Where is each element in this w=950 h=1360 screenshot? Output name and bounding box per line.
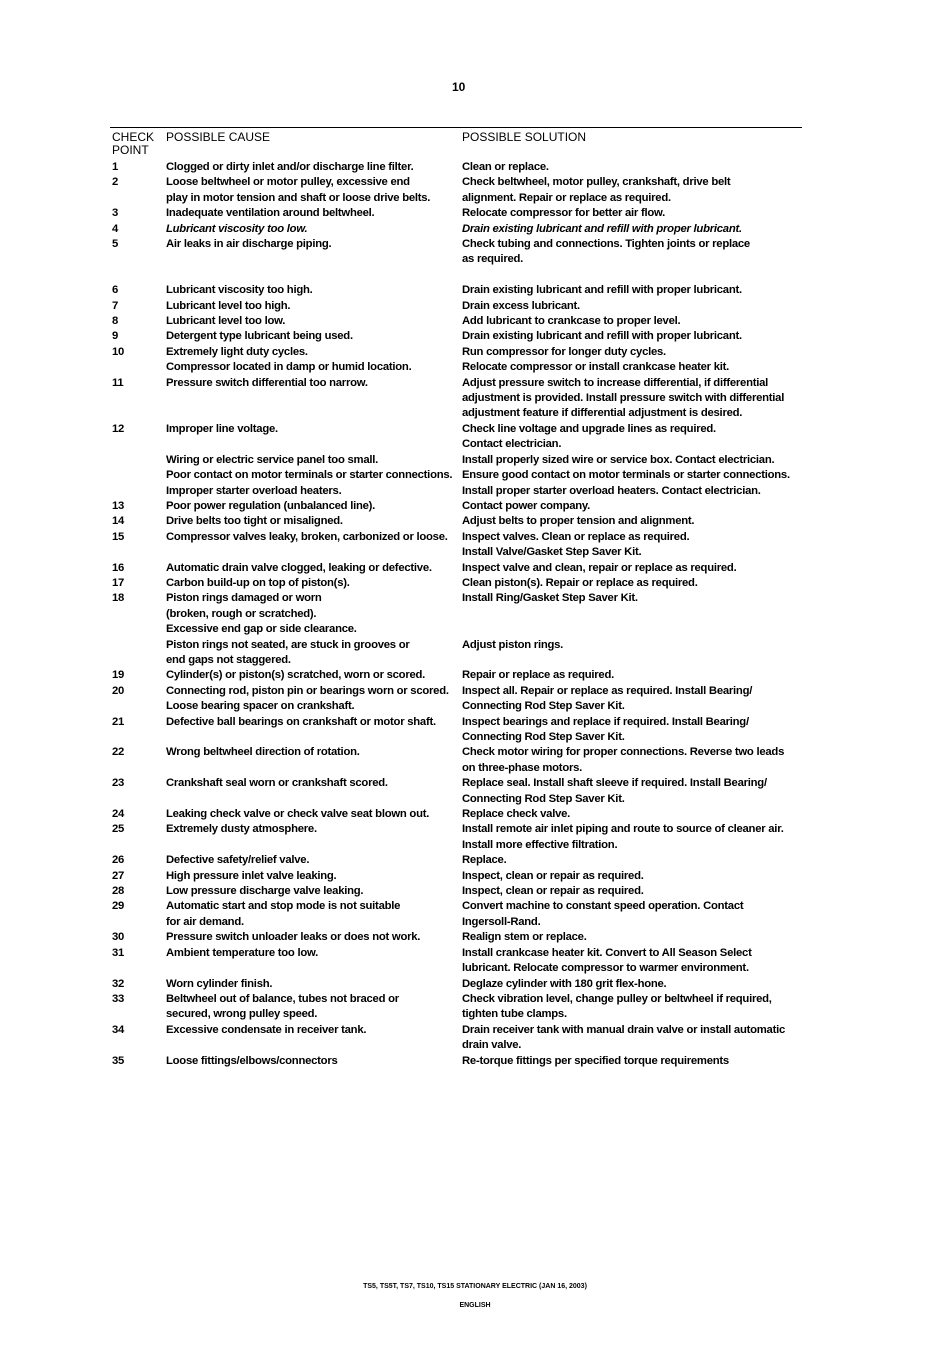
possible-solution: [462, 1023, 802, 1054]
possible-solution: [462, 822, 802, 853]
table-row: [112, 684, 802, 715]
possible-cause: [166, 1054, 462, 1069]
table-row: [112, 977, 802, 992]
table-row: [112, 576, 802, 591]
text-line: play in motor tension and shaft or loose drive belts.: [166, 191, 431, 204]
text-line: Loose beltwheel or motor pulley, excessive end: [166, 176, 410, 189]
possible-solution: [462, 453, 802, 499]
text-line: Automatic drain valve clogged, leaking or defective.: [166, 561, 432, 574]
check-point-number: 32: [112, 977, 125, 990]
check-point-number: 21: [112, 715, 125, 728]
check-point-number: 27: [112, 869, 125, 882]
text-line: Defective safety/relief valve.: [166, 854, 310, 867]
text-line: [462, 607, 802, 622]
text-line: Poor power regulation (unbalanced line).: [166, 499, 376, 512]
text-line: Replace check valve.: [462, 808, 571, 821]
text-line: Improper starter overload heaters.: [166, 484, 342, 497]
possible-solution: [462, 638, 802, 669]
possible-cause: [166, 591, 462, 637]
table-row: [112, 899, 802, 930]
possible-cause: [166, 946, 462, 977]
table-row: [112, 884, 802, 899]
check-point-number: 23: [112, 777, 125, 790]
text-line: Connecting Rod Step Saver Kit.: [462, 731, 625, 744]
check-point-number: 10: [112, 345, 125, 358]
text-line: Excessive condensate in receiver tank.: [166, 1023, 367, 1036]
possible-cause: [166, 329, 462, 344]
possible-solution: [462, 869, 802, 884]
check-point-number: 14: [112, 515, 125, 528]
table-row: [112, 222, 802, 237]
check-point-number: 33: [112, 992, 125, 1005]
possible-cause: [166, 206, 462, 221]
text-line: Adjust piston rings.: [462, 638, 564, 651]
possible-cause: [166, 638, 462, 669]
possible-cause: [166, 422, 462, 453]
troubleshooting-table: [112, 160, 802, 1069]
possible-solution: [462, 930, 802, 945]
possible-solution: [462, 684, 802, 715]
possible-cause: [166, 869, 462, 884]
possible-solution: [462, 345, 802, 376]
text-line: Excessive end gap or side clearance.: [166, 623, 357, 636]
text-line: High pressure inlet valve leaking.: [166, 869, 337, 882]
possible-solution: [462, 206, 802, 221]
possible-cause: [166, 930, 462, 945]
text-line: end gaps not staggered.: [166, 653, 291, 666]
table-row: [112, 206, 802, 221]
header-check-point: CHECK POINT: [112, 130, 155, 157]
text-line: Compressor valves leaky, broken, carbonized or loose.: [166, 530, 448, 543]
possible-solution: [462, 1054, 802, 1069]
possible-solution: [462, 175, 802, 206]
check-point-number: 22: [112, 746, 125, 759]
possible-solution: [462, 576, 802, 591]
text-line: adjustment feature if differential adjustment is desired.: [462, 407, 743, 420]
possible-cause: [166, 807, 462, 822]
text-line: Cylinder(s) or piston(s) scratched, worn or scored.: [166, 669, 426, 682]
text-line: Run compressor for longer duty cycles.: [462, 345, 666, 358]
header-possible-solution: POSSIBLE SOLUTION: [462, 130, 587, 144]
footer-language: ENGLISH: [459, 1302, 491, 1309]
table-row: [112, 299, 802, 314]
check-point-number: 19: [112, 669, 125, 682]
text-line: Loose bearing spacer on crankshaft.: [166, 700, 355, 713]
possible-solution: [462, 899, 802, 930]
possible-cause: [166, 684, 462, 715]
possible-solution: [462, 329, 802, 344]
text-line: lubricant. Relocate compressor to warmer environment.: [462, 962, 749, 975]
table-row: [112, 638, 802, 669]
text-line: Compressor located in damp or humid location.: [166, 361, 412, 374]
check-point-number: 7: [112, 299, 119, 312]
check-point-number: [112, 638, 166, 669]
text-line: tighten tube clamps.: [462, 1008, 567, 1021]
table-row: [112, 1023, 802, 1054]
check-point-number: 15: [112, 530, 125, 543]
text-line: Clean piston(s). Repair or replace as required.: [462, 576, 698, 589]
possible-solution: [462, 946, 802, 977]
check-point-number: 34: [112, 1023, 125, 1036]
check-point-number: 20: [112, 684, 125, 697]
text-line: Ingersoll-Rand.: [462, 915, 541, 928]
possible-cause: [166, 745, 462, 776]
text-line: (broken, rough or scratched).: [166, 607, 317, 620]
table-row: [112, 822, 802, 853]
text-line: Add lubricant to crankcase to proper level.: [462, 315, 681, 328]
text-line: Clogged or dirty inlet and/or discharge line filter.: [166, 161, 414, 173]
check-point-number: 5: [112, 238, 119, 251]
check-point-number: 18: [112, 592, 125, 605]
text-line: Drain existing lubricant and refill with proper lubricant.: [462, 222, 742, 235]
text-line: Check motor wiring for proper connections. Reverse two leads: [462, 746, 785, 759]
check-point-number: 13: [112, 499, 125, 512]
text-line: Realign stem or replace.: [462, 931, 587, 944]
check-point-number: 35: [112, 1054, 125, 1067]
text-line: Connecting Rod Step Saver Kit.: [462, 700, 625, 713]
text-line: Detergent type lubricant being used.: [166, 330, 353, 343]
table-row: [112, 314, 802, 329]
text-line: as required.: [462, 253, 524, 266]
possible-solution: [462, 992, 802, 1023]
possible-solution: [462, 561, 802, 576]
possible-cause: [166, 222, 462, 237]
check-point-number: 25: [112, 823, 125, 836]
text-line: Install properly sized wire or service box. Contact electrician.: [462, 453, 775, 466]
text-line: Lubricant level too high.: [166, 299, 291, 312]
check-point-number: 30: [112, 931, 125, 944]
possible-cause: [166, 175, 462, 206]
check-point-number: 9: [112, 330, 119, 343]
check-point-number: 24: [112, 808, 125, 821]
table-row: [112, 376, 802, 422]
text-line: Adjust belts to proper tension and alignment.: [462, 515, 695, 528]
text-line: alignment. Repair or replace as required.: [462, 191, 671, 204]
text-line: Pressure switch differential too narrow.: [166, 376, 368, 389]
possible-cause: [166, 299, 462, 314]
table-row: [112, 561, 802, 576]
check-point-number: 12: [112, 422, 125, 435]
possible-solution: [462, 591, 802, 637]
table-row: [112, 422, 802, 453]
possible-cause: [166, 453, 462, 499]
possible-solution: [462, 237, 802, 268]
text-line: Carbon build-up on top of piston(s).: [166, 576, 350, 589]
text-line: Repair or replace as required.: [462, 669, 614, 682]
possible-cause: [166, 376, 462, 422]
table-row: [112, 329, 802, 344]
possible-cause: [166, 715, 462, 746]
check-point-number: 1: [112, 161, 119, 173]
possible-cause: [166, 576, 462, 591]
text-line: Connecting rod, piston pin or bearings worn or scored.: [166, 684, 449, 697]
text-line: Extremely dusty atmosphere.: [166, 823, 317, 836]
possible-cause: [166, 992, 462, 1023]
text-line: Relocate compressor for better air flow.: [462, 207, 666, 220]
check-point-number: 2: [112, 176, 119, 189]
possible-solution: [462, 668, 802, 683]
table-row: [112, 453, 802, 499]
possible-cause: [166, 283, 462, 298]
text-line: Install more effective filtration.: [462, 838, 618, 851]
text-line: Relocate compressor or install crankcase heater kit.: [462, 361, 730, 374]
text-line: Air leaks in air discharge piping.: [166, 238, 332, 251]
possible-cause: [166, 776, 462, 807]
text-line: Extremely light duty cycles.: [166, 345, 308, 358]
footer-model-line: TS5, TS5T, TS7, TS10, TS15 STATIONARY ELECTRIC (JAN 16, 2003): [363, 1283, 587, 1290]
table-row: [112, 345, 802, 376]
text-line: Install Valve/Gasket Step Saver Kit.: [462, 546, 642, 559]
text-line: on three-phase motors.: [462, 761, 583, 774]
text-line: Install Ring/Gasket Step Saver Kit.: [462, 592, 638, 605]
check-point-number: 29: [112, 900, 125, 913]
check-point-number: 4: [112, 222, 119, 235]
table-row: [112, 591, 802, 637]
table-row: [112, 807, 802, 822]
text-line: Drain existing lubricant and refill with proper lubricant.: [462, 284, 742, 297]
text-line: Replace seal. Install shaft sleeve if required. Install Bearing/: [462, 777, 767, 790]
possible-cause: [166, 1023, 462, 1054]
text-line: Inspect all. Repair or replace as required. Install Bearing/: [462, 684, 753, 697]
text-line: Lubricant viscosity too low.: [166, 222, 308, 235]
possible-cause: [166, 668, 462, 683]
possible-cause: [166, 237, 462, 268]
text-line: Improper line voltage.: [166, 422, 278, 435]
possible-cause: [166, 160, 462, 175]
text-line: Inspect, clean or repair as required.: [462, 869, 644, 882]
header-rule: [110, 127, 802, 128]
check-point-number: 31: [112, 946, 125, 959]
table-row: [112, 237, 802, 268]
check-point-number: 6: [112, 284, 119, 297]
possible-cause: [166, 530, 462, 561]
table-row: [112, 668, 802, 683]
possible-cause: [166, 314, 462, 329]
text-line: Defective ball bearings on crankshaft or motor shaft.: [166, 715, 436, 728]
text-line: Contact electrician.: [462, 438, 562, 451]
text-line: Inspect, clean or repair as required.: [462, 885, 644, 898]
check-point-number: 26: [112, 854, 125, 867]
possible-cause: [166, 853, 462, 868]
text-line: drain valve.: [462, 1039, 522, 1052]
text-line: Drive belts too tight or misaligned.: [166, 515, 343, 528]
possible-solution: [462, 530, 802, 561]
possible-solution: [462, 499, 802, 514]
possible-cause: [166, 345, 462, 376]
table-row: [112, 514, 802, 529]
check-point-number: 17: [112, 576, 125, 589]
text-line: Inspect valves. Clean or replace as required.: [462, 530, 690, 543]
text-line: Automatic start and stop mode is not suitable: [166, 900, 401, 913]
possible-solution: [462, 514, 802, 529]
text-line: Check tubing and connections. Tighten joints or replace: [462, 238, 750, 251]
text-line: Deglaze cylinder with 180 grit flex-hone.: [462, 977, 667, 990]
table-row: [112, 853, 802, 868]
possible-solution: [462, 314, 802, 329]
text-line: Poor contact on motor terminals or starter connections.: [166, 469, 453, 482]
possible-solution: [462, 776, 802, 807]
row-spacer: [112, 268, 802, 283]
text-line: Low pressure discharge valve leaking.: [166, 885, 364, 898]
possible-cause: [166, 977, 462, 992]
table-row: [112, 946, 802, 977]
text-line: Drain receiver tank with manual drain valve or install automatic: [462, 1023, 786, 1036]
possible-solution: [462, 376, 802, 422]
header-possible-cause: POSSIBLE CAUSE: [166, 130, 271, 144]
table-row: [112, 1054, 802, 1069]
table-row: [112, 992, 802, 1023]
text-line: Inadequate ventilation around beltwheel.: [166, 207, 375, 220]
text-line: Inspect bearings and replace if required. Install Bearing/: [462, 715, 749, 728]
table-row: [112, 160, 802, 175]
table-row: [112, 776, 802, 807]
text-line: Loose fittings/elbows/connectors: [166, 1054, 338, 1067]
text-line: Re-torque fittings per specified torque requirements: [462, 1054, 729, 1067]
table-row: [112, 499, 802, 514]
table-row: [112, 530, 802, 561]
text-line: Convert machine to constant speed operation. Contact: [462, 900, 744, 913]
possible-cause: [166, 561, 462, 576]
possible-solution: [462, 283, 802, 298]
text-line: Inspect valve and clean, repair or replace as required.: [462, 561, 737, 574]
text-line: Drain existing lubricant and refill with proper lubricant.: [462, 330, 742, 343]
page-number: 10: [452, 80, 466, 94]
text-line: Ensure good contact on motor terminals or starter connections.: [462, 469, 790, 482]
text-line: Lubricant level too low.: [166, 315, 286, 328]
check-point-number: [112, 453, 166, 499]
possible-solution: [462, 715, 802, 746]
text-line: Lubricant viscosity too high.: [166, 284, 313, 297]
possible-solution: [462, 853, 802, 868]
text-line: Beltwheel out of balance, tubes not braced or: [166, 992, 399, 1005]
possible-cause: [166, 899, 462, 930]
text-line: Install proper starter overload heaters. Contact electrician.: [462, 484, 761, 497]
table-row: [112, 175, 802, 206]
text-line: Piston rings damaged or worn: [166, 592, 322, 605]
possible-solution: [462, 977, 802, 992]
check-point-number: 8: [112, 315, 119, 328]
check-point-number: 11: [112, 376, 124, 389]
check-point-number: 16: [112, 561, 125, 574]
text-line: Wrong beltwheel direction of rotation.: [166, 746, 360, 759]
text-line: Contact power company.: [462, 499, 590, 512]
text-line: [462, 622, 802, 637]
possible-solution: [462, 745, 802, 776]
text-line: Leaking check valve or check valve seat blown out.: [166, 808, 430, 821]
table-row: [112, 930, 802, 945]
check-point-number: 28: [112, 885, 125, 898]
check-point-number: 3: [112, 207, 119, 220]
possible-cause: [166, 884, 462, 899]
text-line: Replace.: [462, 854, 507, 867]
text-line: Ambient temperature too low.: [166, 946, 319, 959]
text-line: Wiring or electric service panel too small.: [166, 453, 379, 466]
text-line: Install remote air inlet piping and route to source of cleaner air.: [462, 823, 784, 836]
text-line: Check line voltage and upgrade lines as required.: [462, 422, 716, 435]
text-line: Clean or replace.: [462, 161, 549, 173]
text-line: adjustment is provided. Install pressure switch with differential: [462, 392, 785, 405]
text-line: Adjust pressure switch to increase differential, if differential: [462, 376, 769, 389]
text-line: Piston rings not seated, are stuck in grooves or: [166, 638, 410, 651]
text-line: Crankshaft seal worn or crankshaft scored.: [166, 777, 388, 790]
possible-solution: [462, 884, 802, 899]
text-line: Pressure switch unloader leaks or does not work.: [166, 931, 421, 944]
possible-solution: [462, 160, 802, 175]
possible-cause: [166, 499, 462, 514]
possible-solution: [462, 222, 802, 237]
possible-solution: [462, 807, 802, 822]
text-line: Worn cylinder finish.: [166, 977, 273, 990]
possible-solution: [462, 299, 802, 314]
text-line: Connecting Rod Step Saver Kit.: [462, 792, 625, 805]
text-line: Check vibration level, change pulley or beltwheel if required,: [462, 992, 772, 1005]
text-line: for air demand.: [166, 915, 244, 928]
possible-solution: [462, 422, 802, 453]
table-row: [112, 283, 802, 298]
possible-cause: [166, 514, 462, 529]
possible-cause: [166, 822, 462, 853]
text-line: Install crankcase heater kit. Convert to All Season Select: [462, 946, 752, 959]
text-line: Check beltwheel, motor pulley, crankshaft, drive belt: [462, 176, 731, 189]
table-row: [112, 745, 802, 776]
text-line: Drain excess lubricant.: [462, 299, 580, 312]
table-row: [112, 715, 802, 746]
table-row: [112, 869, 802, 884]
text-line: secured, wrong pulley speed.: [166, 1008, 318, 1021]
